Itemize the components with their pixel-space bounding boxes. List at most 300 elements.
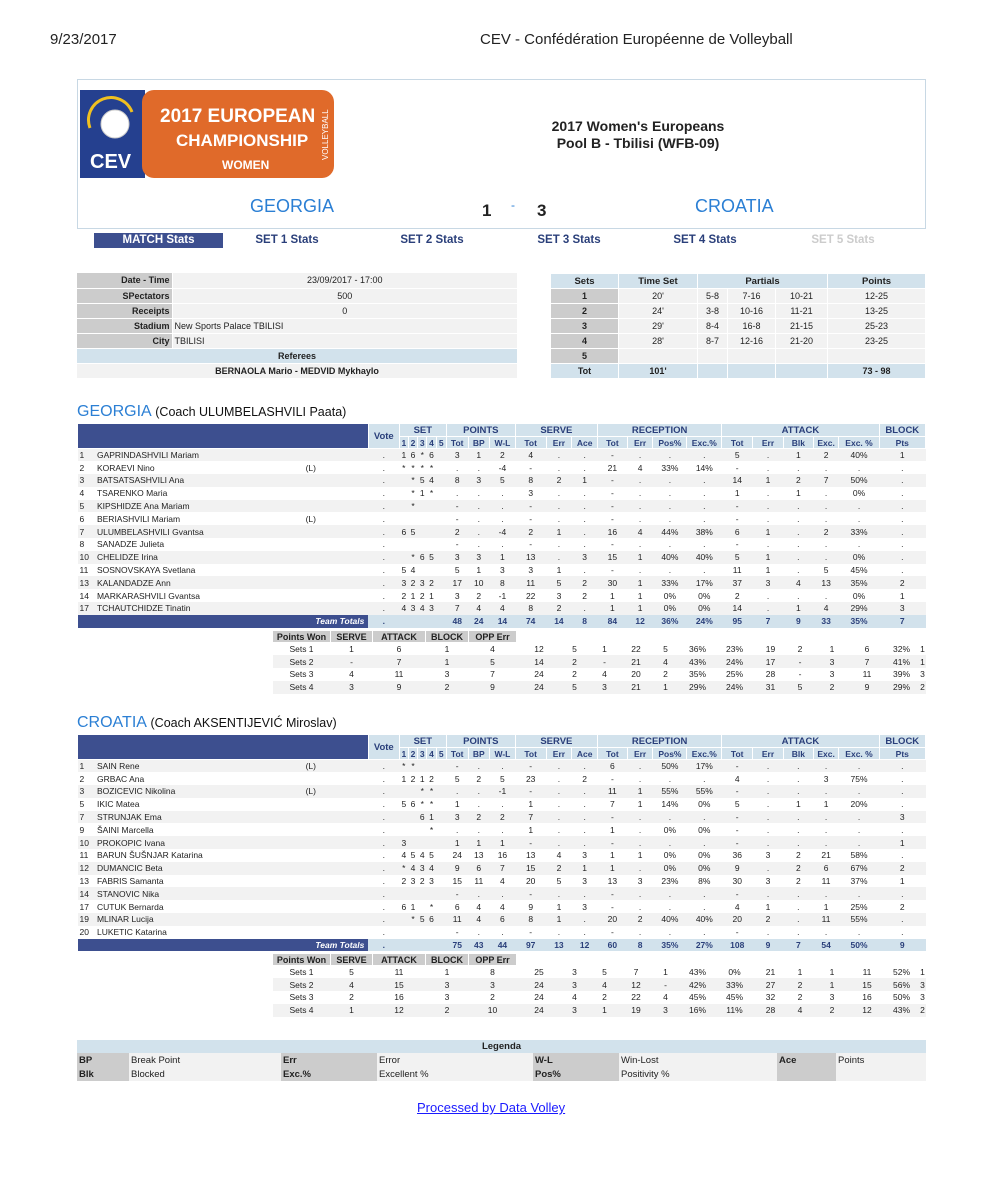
pw-cell: 24% (715, 681, 755, 694)
legend-cell (777, 1067, 836, 1081)
pw-header-row (273, 954, 926, 966)
stat-cell: . (687, 449, 722, 462)
stat-cell (253, 913, 368, 926)
stat-cell: 5 (446, 772, 468, 785)
stat-cell: 14 (722, 602, 753, 615)
pw-cell: 7 (373, 655, 426, 668)
set-cell: 24' (619, 304, 698, 319)
stat-cell (427, 525, 436, 538)
total-cell: 14 (546, 615, 572, 628)
stat-cell: . (627, 500, 653, 513)
player-number: 4 (78, 487, 95, 500)
team-totals-label: Team Totals (78, 939, 369, 952)
stat-cell: . (490, 538, 516, 551)
stat-cell: . (446, 823, 468, 836)
col-sub: Err (546, 748, 572, 760)
stat-cell (253, 500, 368, 513)
stat-cell: . (879, 760, 925, 773)
total-cell: 24 (468, 615, 490, 628)
stat-cell: * (418, 798, 427, 811)
stat-cell: 2 (408, 772, 417, 785)
stat-cell: . (687, 900, 722, 913)
stat-cell (436, 512, 446, 525)
pw-cell: 28 (765, 669, 776, 680)
stat-cell: 4 (515, 449, 546, 462)
stat-cell: 2 (418, 589, 427, 602)
pw-cell: 2 (797, 644, 803, 655)
time-set-header: Time Set (619, 274, 698, 289)
stat-cell: 0% (653, 862, 687, 875)
stat-cell: 1 (813, 900, 839, 913)
pw-header: OPP Err (469, 631, 517, 643)
stat-cell: 1 (399, 449, 408, 462)
stat-cell: 1 (879, 589, 925, 602)
pw-cell: Sets 2 (273, 655, 331, 668)
stat-cell: 3 (490, 564, 516, 577)
stat-cell: . (813, 487, 839, 500)
stat-cell (436, 849, 446, 862)
pw-cell: 14 (517, 655, 562, 668)
set-cell: 10-16 (728, 304, 776, 319)
total-cell: 13 (546, 939, 572, 952)
stat-cell: 1 (546, 525, 572, 538)
stat-cell: * (418, 461, 427, 474)
stat-cell: . (813, 811, 839, 824)
pw-cell: 2 (787, 978, 814, 991)
player-name: BERIASHVILI Mariam (95, 512, 253, 525)
player-row (78, 538, 926, 551)
tab-set3-stats[interactable]: SET 3 Stats (537, 234, 601, 246)
stat-cell: 2 (546, 862, 572, 875)
stat-cell: . (368, 589, 399, 602)
pw-cell: 21 (622, 655, 651, 668)
stat-cell: * (427, 900, 436, 913)
stat-cell: . (627, 862, 653, 875)
stat-cell (399, 913, 408, 926)
stat-cell: 14% (653, 798, 687, 811)
stat-cell: 1 (408, 900, 417, 913)
player-number: 12 (78, 862, 95, 875)
stat-cell: 1 (627, 798, 653, 811)
event-line2: Pool B - Tbilisi (556, 135, 654, 151)
stat-cell: 2 (490, 449, 516, 462)
pw-cell: 10 (469, 1004, 517, 1017)
stat-cell: * (408, 551, 417, 564)
stat-cell: - (446, 538, 468, 551)
info-label: Stadium (77, 318, 172, 333)
stat-cell: 1 (879, 836, 925, 849)
col-sub: Tot (446, 748, 468, 760)
pw-header: OPP Err (469, 954, 517, 966)
pw-cell: 1 (444, 967, 450, 978)
stat-cell: 1 (468, 449, 490, 462)
stat-cell: 2 (546, 602, 572, 615)
stat-cell: 3 (572, 849, 598, 862)
pw-cell: 4 (588, 978, 622, 991)
pw-cell: 3 (426, 978, 469, 991)
stat-cell: . (572, 512, 598, 525)
stat-cell: . (572, 602, 598, 615)
stat-cell: . (468, 785, 490, 798)
pw-cell: 1 (920, 656, 925, 667)
col-sub: 5 (436, 437, 446, 449)
stat-cell: . (813, 887, 839, 900)
stat-cell (436, 760, 446, 773)
stat-cell: . (572, 823, 598, 836)
stat-cell: 7 (515, 811, 546, 824)
stat-cell (427, 760, 436, 773)
stat-cell: 1 (753, 900, 784, 913)
stat-cell (253, 525, 368, 538)
stat-cell (418, 900, 427, 913)
stat-cell (253, 551, 368, 564)
croatia-points-won (272, 953, 926, 1017)
stat-cell: 6 (490, 913, 516, 926)
stat-cell (427, 512, 436, 525)
stat-cell: 5 (418, 913, 427, 926)
stat-cell: . (468, 823, 490, 836)
set-cell: 7-16 (728, 289, 776, 304)
stat-cell (427, 538, 436, 551)
stat-cell: 3 (418, 576, 427, 589)
stat-cell: 0% (839, 551, 879, 564)
player-row (78, 913, 926, 926)
col-sub: Err (627, 437, 653, 449)
stat-cell: - (722, 836, 753, 849)
set-cell: 11-21 (776, 304, 828, 319)
stat-cell: 1 (879, 449, 925, 462)
stat-cell: * (408, 461, 417, 474)
player-number: 6 (78, 512, 95, 525)
stat-cell: 3 (515, 564, 546, 577)
total-cell: 9 (753, 939, 784, 952)
stat-cell: - (446, 500, 468, 513)
stat-cell: 5 (427, 551, 436, 564)
total-cell: 60 (597, 939, 627, 952)
set-cell (698, 349, 728, 364)
stat-cell: . (446, 785, 468, 798)
set-cell: 3 (551, 319, 619, 334)
stat-cell: . (368, 875, 399, 888)
stat-cell: 14% (687, 461, 722, 474)
stat-cell: 3 (572, 875, 598, 888)
pw-cell: 27 (755, 978, 787, 991)
stat-cell: 1 (813, 798, 839, 811)
pw-cell: 3 (562, 978, 588, 991)
stat-cell: -1 (490, 785, 516, 798)
sets-table (550, 273, 926, 379)
tab-set4-stats[interactable]: SET 4 Stats (673, 234, 737, 246)
pw-cell: 2 (920, 1005, 925, 1016)
stat-cell (436, 913, 446, 926)
pw-cell: 15 (851, 978, 884, 991)
stat-cell (253, 576, 368, 589)
pw-cell: 3 (572, 967, 577, 978)
stat-cell: - (722, 500, 753, 513)
player-row (78, 551, 926, 564)
stat-cell: * (408, 913, 417, 926)
pw-cell: Sets 1 (289, 967, 314, 978)
stat-cell: - (722, 926, 753, 939)
pw-cell: 2 (426, 1004, 469, 1017)
stat-cell: 0% (687, 602, 722, 615)
stat-cell: -1 (490, 589, 516, 602)
pw-cell: 24 (517, 978, 562, 991)
stat-cell: . (813, 500, 839, 513)
stat-cell: . (546, 500, 572, 513)
stat-cell: . (368, 913, 399, 926)
stat-cell: . (468, 926, 490, 939)
stat-cell (399, 551, 408, 564)
stat-cell: . (368, 926, 399, 939)
sets-total-row (551, 364, 926, 379)
col-sub: Ace (572, 437, 598, 449)
stat-cell: . (546, 551, 572, 564)
stat-cell: . (813, 823, 839, 836)
stat-cell (436, 772, 446, 785)
stat-cell: . (879, 512, 925, 525)
stat-cell: . (368, 836, 399, 849)
stat-cell: - (722, 538, 753, 551)
tab-set2-stats[interactable]: SET 2 Stats (400, 234, 464, 246)
player-row (78, 823, 926, 836)
stat-cell: . (879, 551, 925, 564)
tab-set1-stats[interactable]: SET 1 Stats (255, 234, 319, 246)
col-sub: Pos% (653, 437, 687, 449)
referees-names: BERNAOLA Mario - MEDVID Mykhaylo (77, 363, 518, 378)
pw-cell: 24 (534, 669, 544, 680)
stat-cell: . (368, 474, 399, 487)
stat-cell: 4 (408, 862, 417, 875)
stat-cell: 7 (813, 474, 839, 487)
stat-cell: . (368, 461, 399, 474)
total-cell (399, 939, 408, 952)
stat-cell: 21 (813, 849, 839, 862)
stat-cell: . (839, 926, 879, 939)
stat-cell (253, 474, 368, 487)
stat-cell: 1 (597, 862, 627, 875)
stat-cell: 5 (722, 798, 753, 811)
pw-cell: 3 (469, 978, 517, 991)
stat-cell: . (490, 926, 516, 939)
pw-cell: - (588, 655, 622, 668)
col-sub: Tot (597, 748, 627, 760)
col-group-set: SET (399, 424, 446, 437)
stat-cell (399, 887, 408, 900)
stat-cell: - (515, 785, 546, 798)
stat-cell: (L) (253, 785, 368, 798)
set-cell (619, 349, 698, 364)
stat-cell: 2 (572, 772, 598, 785)
stat-cell: . (813, 512, 839, 525)
set-cell: 12-16 (728, 334, 776, 349)
stat-cell: . (572, 487, 598, 500)
stat-cell: 3 (753, 576, 784, 589)
info-label: City (77, 333, 172, 348)
stat-cell: . (468, 887, 490, 900)
stat-cell: 8 (446, 474, 468, 487)
stat-cell (436, 500, 446, 513)
stat-cell: 5 (546, 576, 572, 589)
stat-cell: 20% (839, 798, 879, 811)
pw-row (273, 643, 926, 656)
stat-cell: 3 (753, 875, 784, 888)
col-sub: 4 (427, 748, 436, 760)
total-cell: 74 (515, 615, 546, 628)
set-cell: 2 (551, 304, 619, 319)
pw-cell: 1 (588, 1004, 622, 1017)
stat-cell: 1 (753, 474, 784, 487)
event-code: (WFB-09) (657, 135, 720, 151)
info-row (77, 318, 518, 333)
pw-cell: 35% (688, 669, 706, 680)
total-cell (436, 615, 446, 628)
pw-cell: 7 (490, 669, 495, 680)
stat-cell: . (468, 500, 490, 513)
player-number: 9 (78, 823, 95, 836)
stat-cell: 5 (399, 564, 408, 577)
georgia-coach: (Coach ULUMBELASHVILI Paata) (155, 405, 347, 419)
stat-cell: * (427, 487, 436, 500)
player-number: 3 (78, 474, 95, 487)
pw-cell: 1 (829, 644, 835, 655)
pw-cell: - (798, 669, 802, 680)
col-sub: Tot (515, 437, 546, 449)
info-value: 0 (172, 303, 518, 318)
pw-cell: 5 (562, 681, 588, 694)
stat-cell: . (753, 760, 784, 773)
set-cell (728, 349, 776, 364)
home-sets-won: 1 (482, 201, 492, 220)
pw-header: ATTACK (373, 954, 426, 966)
pw-cell: 21 (765, 967, 776, 978)
stat-cell: 5 (722, 449, 753, 462)
stat-cell: 8 (490, 576, 516, 589)
legend-table (77, 1040, 926, 1081)
stat-cell: - (597, 887, 627, 900)
stat-cell: . (687, 564, 722, 577)
stat-cell: 8% (687, 875, 722, 888)
stat-cell: . (839, 887, 879, 900)
col-sub: 5 (436, 748, 446, 760)
stat-cell: . (468, 461, 490, 474)
player-name: DUMANCIC Beta (95, 862, 253, 875)
stat-cell: 2 (813, 449, 839, 462)
pw-cell: 56% (884, 978, 920, 991)
stat-cell: 6 (722, 525, 753, 538)
pw-cell: 16% (681, 1004, 715, 1017)
pw-cell: 11 (394, 669, 404, 680)
stat-cell: 0% (653, 602, 687, 615)
stat-cell: 6 (427, 913, 436, 926)
pw-cell: 5 (349, 967, 354, 978)
stat-cell: - (515, 512, 546, 525)
pw-cell: 33% (715, 978, 755, 991)
pw-cell: 6 (864, 644, 870, 655)
col-sub: 4 (427, 437, 436, 449)
set-cell: 4 (551, 334, 619, 349)
stat-cell: 6 (427, 449, 436, 462)
col-sub: Exc.% (687, 437, 722, 449)
stat-cell (427, 836, 436, 849)
pw-row (273, 978, 926, 991)
col-group-set: SET (399, 735, 446, 748)
stat-cell: . (653, 538, 687, 551)
stat-cell: 2 (572, 576, 598, 589)
pw-cell: 24% (715, 655, 755, 668)
stat-cell: 3 (627, 875, 653, 888)
croatia-coach: (Coach AKSENTIJEVIĆ Miroslav) (150, 716, 337, 730)
stat-cell (399, 811, 408, 824)
stat-cell (436, 576, 446, 589)
col-sub: Pos% (653, 748, 687, 760)
stat-cell: 24 (446, 849, 468, 862)
referees-label: Referees (77, 348, 518, 363)
stat-cell: . (753, 512, 784, 525)
total-cell: 35% (839, 615, 879, 628)
stat-cell: . (783, 811, 813, 824)
stat-cell: 4 (783, 576, 813, 589)
set-cell: 21-20 (776, 334, 828, 349)
stat-cell: . (368, 772, 399, 785)
data-volley-link[interactable]: Processed by Data Volley (417, 1100, 566, 1115)
stat-cell: 5 (546, 875, 572, 888)
legend-cell: Positivity % (619, 1067, 777, 1081)
player-name: KALANDADZE Ann (95, 576, 253, 589)
tab-match-stats[interactable]: MATCH Stats (94, 233, 223, 248)
stat-cell (436, 487, 446, 500)
partials-header: Partials (698, 274, 828, 289)
player-row (78, 798, 926, 811)
stat-cell: 1 (627, 576, 653, 589)
stat-cell: 2 (490, 811, 516, 824)
set-total-cell: Tot (551, 364, 619, 379)
pw-row (273, 655, 926, 668)
pw-cell: 2 (814, 1004, 851, 1017)
stat-cell: . (813, 926, 839, 939)
stat-cell: . (490, 500, 516, 513)
stat-cell: 2 (399, 589, 408, 602)
total-cell: 54 (813, 939, 839, 952)
header-blank (78, 424, 369, 449)
stat-cell: . (653, 500, 687, 513)
stat-cell: . (572, 538, 598, 551)
stat-cell: . (468, 512, 490, 525)
stat-cell (399, 823, 408, 836)
croatia-player-stats (77, 734, 926, 951)
total-cell: 24% (687, 615, 722, 628)
set-cell: 1 (551, 289, 619, 304)
stat-cell: . (753, 589, 784, 602)
stat-cell: . (627, 512, 653, 525)
total-cell (418, 939, 427, 952)
stat-cell: 35% (839, 576, 879, 589)
pw-cell: 2 (602, 992, 607, 1003)
stat-cell: . (813, 836, 839, 849)
stat-cell: - (597, 836, 627, 849)
col-sub: 3 (418, 437, 427, 449)
stat-cell: . (627, 823, 653, 836)
stat-cell (436, 551, 446, 564)
stat-cell: . (368, 500, 399, 513)
stat-cell: . (446, 461, 468, 474)
set-row (551, 334, 926, 349)
stat-cell: . (753, 926, 784, 939)
stat-cell: 13 (813, 576, 839, 589)
pw-cell: 2 (920, 682, 925, 693)
stat-cell: . (753, 798, 784, 811)
stat-cell: . (783, 926, 813, 939)
